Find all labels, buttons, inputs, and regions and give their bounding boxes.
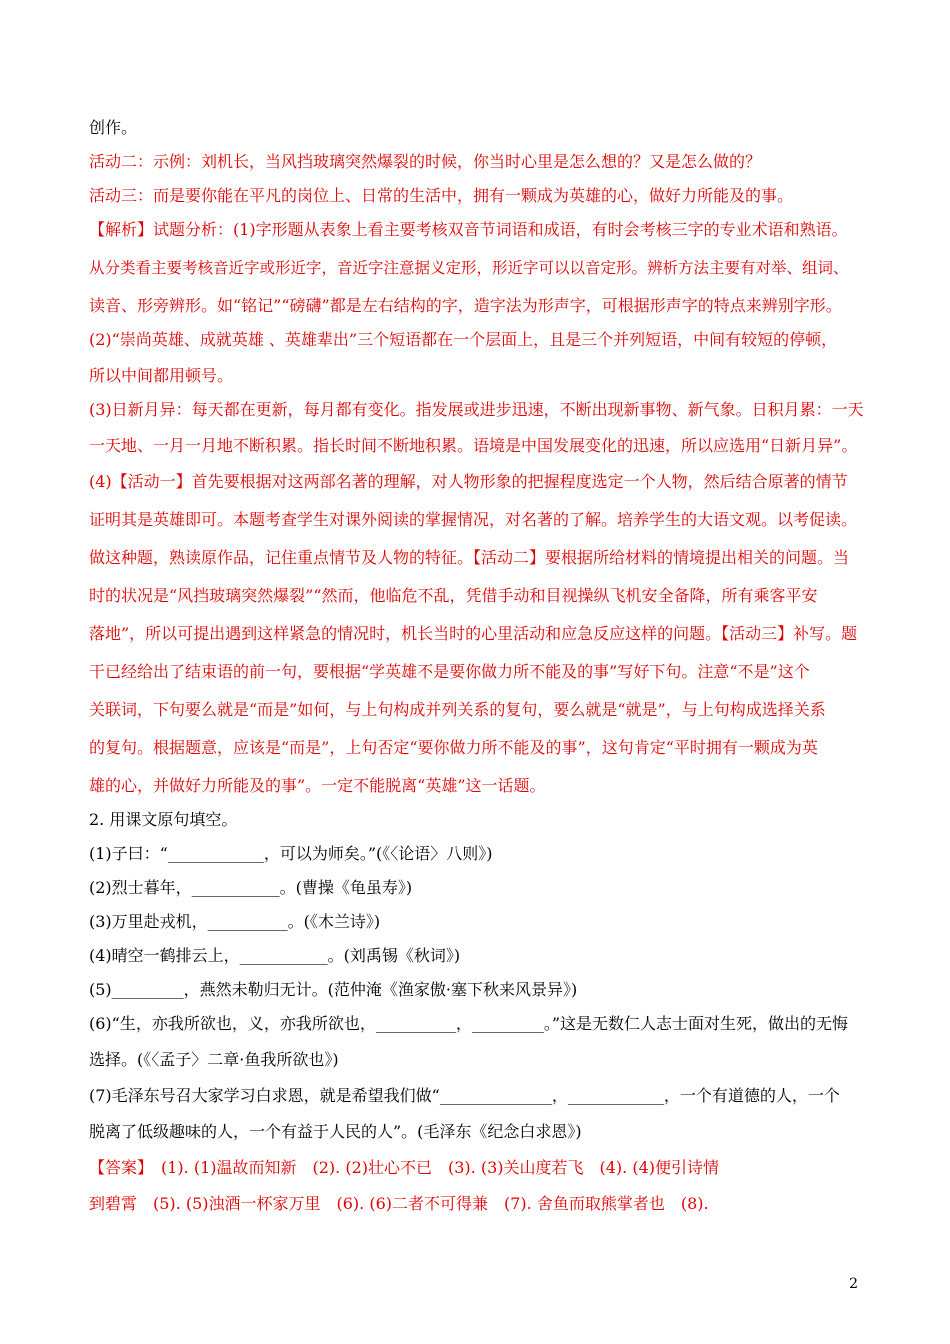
question-2-item-6: (6)“生，亦我所欲也，义，亦我所欲也，__________，_________。”这是无数仁人志士面对生死，做出的无悔 [89,1014,849,1033]
text-line-1: 创作。 [89,118,138,137]
text-line-17: 关联词，下句要么就是“而是”如何，与上句构成并列关系的复句，要么就是“就是”，与上句构成选择关系 [89,700,826,719]
text-line-18: 的复句。根据题意，应该是“而是”，上句否定“要你做力所不能及的事”，这句肯定“平时拥有一颗成为英 [89,738,818,757]
question-2-item-7: (7)毛泽东号召大家学习白求恩，就是希望我们做“______________，____________，一个有道德的人，一个 [89,1086,840,1105]
question-2-item-5: (5)_________，燕然未勒归无计。(范仲淹《渔家傲·塞下秋来风景异》) [89,980,578,999]
text-line-8: 所以中间都用顿号。 [89,366,234,385]
text-line-19: 雄的心，并做好力所能及的事”。一定不能脱离“英雄”这一话题。 [89,776,546,795]
page-number: 2 [849,1276,858,1292]
text-line-13: 做这种题，熟读原作品，记住重点情节及人物的特征。【活动二】要根据所给材料的情境提出相关的问题。当 [89,548,850,567]
question-2-item-7-cont: 脱离了低级趣味的人，一个有益于人民的人”。(毛泽东《纪念白求恩》) [89,1122,582,1141]
text-line-6: 读音、形旁辨形。如“铭记”“磅礴”都是左右结构的字，造字法为形声字，可根据形声字的特点来辨别字形。 [89,296,842,315]
question-2-item-3: (3)万里赴戎机，__________。(《木兰诗》) [89,912,381,931]
text-line-2: 活动二：示例：刘机长，当风挡玻璃突然爆裂的时候，你当时心里是怎么想的？又是怎么做的？ [89,152,762,171]
text-line-14: 时的状况是“风挡玻璃突然爆裂”“然而，他临危不乱，凭借手动和目视操纵飞机安全备降，所有乘客平安 [89,586,818,605]
analysis-heading-line: 【解析】试题分析：(1)字形题从表象上看主要考核双音节词语和成语，有时会考核三字的专业术语和熟语。 [89,220,848,239]
question-2-item-4: (4)晴空一鹤排云上，___________。(刘禹锡《秋词》) [89,946,461,965]
text-line-15: 落地”，所以可提出遇到这样紧急的情况时，机长当时的心里活动和应急反应这样的问题。【活动三】补写。题 [89,624,858,643]
text-line-5: 从分类看主要考核音近字或形近字，音近字注意据义定形，形近字可以以音定形。辨析方法主要有对举、组词、 [89,259,849,277]
text-line-3: 活动三：而是要你能在平凡的岗位上、日常的生活中，拥有一颗成为英雄的心，做好力所能及的事。 [89,186,794,205]
text-line-16: 干已经给出了结束语的前一句，要根据“学英雄不是要你做力所不能及的事”写好下句。注意“不是”这个 [89,662,810,681]
question-2-item-2: (2)烈士暮年，___________。(曹操《龟虽寿》) [89,878,413,897]
text-line-7: (2)“崇尚英雄、成就英雄 、英雄辈出”三个短语都在一个层面上，且是三个并列短语，中间有较短的停顿， [89,330,838,349]
question-2-item-6-cont: 选择。(《〈孟子〉二章·鱼我所欲也》) [89,1050,339,1069]
question-2-heading: 2. 用课文原句填空。 [89,810,238,829]
text-line-12: 证明其是英雄即可。本题考查学生对课外阅读的掌握情况，对名著的了解。培养学生的大语文观。以考促读。 [89,510,858,529]
text-line-10: 一天地、一月一月地不断积累。指长时间不断地积累。语境是中国发展变化的迅速，所以应选用“日新月异”。 [89,436,858,455]
question-2-item-1: (1)子曰：“____________，可以为师矣。”(《〈论语〉八则》) [89,844,493,863]
answer-line-2: 到碧霄 (5). (5)浊酒一杯家万里 (6). (6)二者不可得兼 (7). 舍鱼而取熊掌者也 (8). [89,1194,709,1213]
answer-line-1: 【答案】 (1). (1)温故而知新 (2). (2)壮心不已 (3). (3)关山度若飞 (4). (4)便引诗情 [89,1158,720,1177]
text-line-9: (3)日新月异：每天都在更新，每月都有变化。指发展或进步迅速，不断出现新事物、新气象。日积月累：一天 [89,400,864,419]
text-line-11: (4)【活动一】首先要根据对这两部名著的理解，对人物形象的把握程度选定一个人物，然后结合原著的情节 [89,472,848,491]
